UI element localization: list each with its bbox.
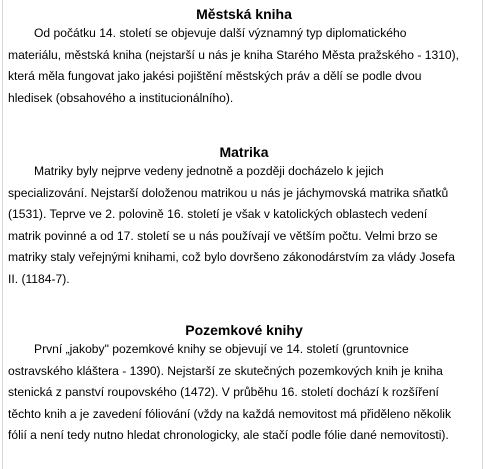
section-paragraph: [8, 161, 480, 291]
section-paragraph: [8, 23, 480, 109]
section-matrika: [8, 144, 480, 291]
paragraph-line: ostravského kláštera - 1390). Nejstarší ze skutečných pozemkových knih je kniha: [8, 363, 443, 378]
paragraph-line: Matriky byly nejprve vedeny jednotně a později docházelo k jejich: [34, 164, 384, 178]
paragraph-line: která měla fungovat jako jakési pojištění městských práv a dělí se podle dvou: [8, 69, 422, 84]
paragraph-line: matriky staly veřejnými knihami, což bylo dovršeno zákonodárstvím za vlády Josefa: [8, 250, 455, 265]
left-margin-line: [2, 0, 3, 469]
section-mestska-kniha: [8, 6, 480, 109]
paragraph-line: fólií a není tedy nutno hledat chronologicky, ale stačí podle fólie dané nemovitosti).: [8, 428, 449, 443]
paragraph-line: stenická z panství roupovského (1472). V průběhu 16. století dochází k rozšíření: [8, 385, 439, 400]
paragraph-line: První „jakoby" pozemkové knihy se objevují ve 14. století (gruntovnice: [34, 342, 409, 356]
paragraph-line: těchto knih a je zavedení fóliování (vždy na každá nemovitost má přiděleno několik: [8, 406, 452, 421]
paragraph-line: Od počátku 14. století se objevuje další významný typ diplomatického: [34, 26, 407, 40]
paragraph-line: (1531). Teprve ve 2. polovině 16. století je však v katolických oblastech vedení: [8, 207, 428, 222]
section-pozemkove-knihy: [8, 322, 480, 447]
section-heading: Pozemkové knihy: [185, 322, 303, 338]
section-heading: Matrika: [219, 144, 269, 160]
paragraph-line: II. (1184-7).: [8, 271, 70, 286]
paragraph-line: matrik povinné a od 17. století se u nás používají ve větším počtu. Velmi brzo se: [8, 228, 438, 243]
right-margin-line: [482, 0, 483, 469]
paragraph-line: materiálu, městská kniha (nejstarší u nás je kniha Starého Města pražského - 1310),: [8, 47, 460, 62]
section-paragraph: [8, 339, 480, 447]
paragraph-line: specializování. Nejstarší doloženou matrikou u nás je jáchymovská matrika sňatků: [8, 185, 449, 200]
paragraph-line: hledisek (obsahového a institucionálního).: [8, 90, 234, 105]
section-heading: Městská kniha: [196, 6, 292, 22]
